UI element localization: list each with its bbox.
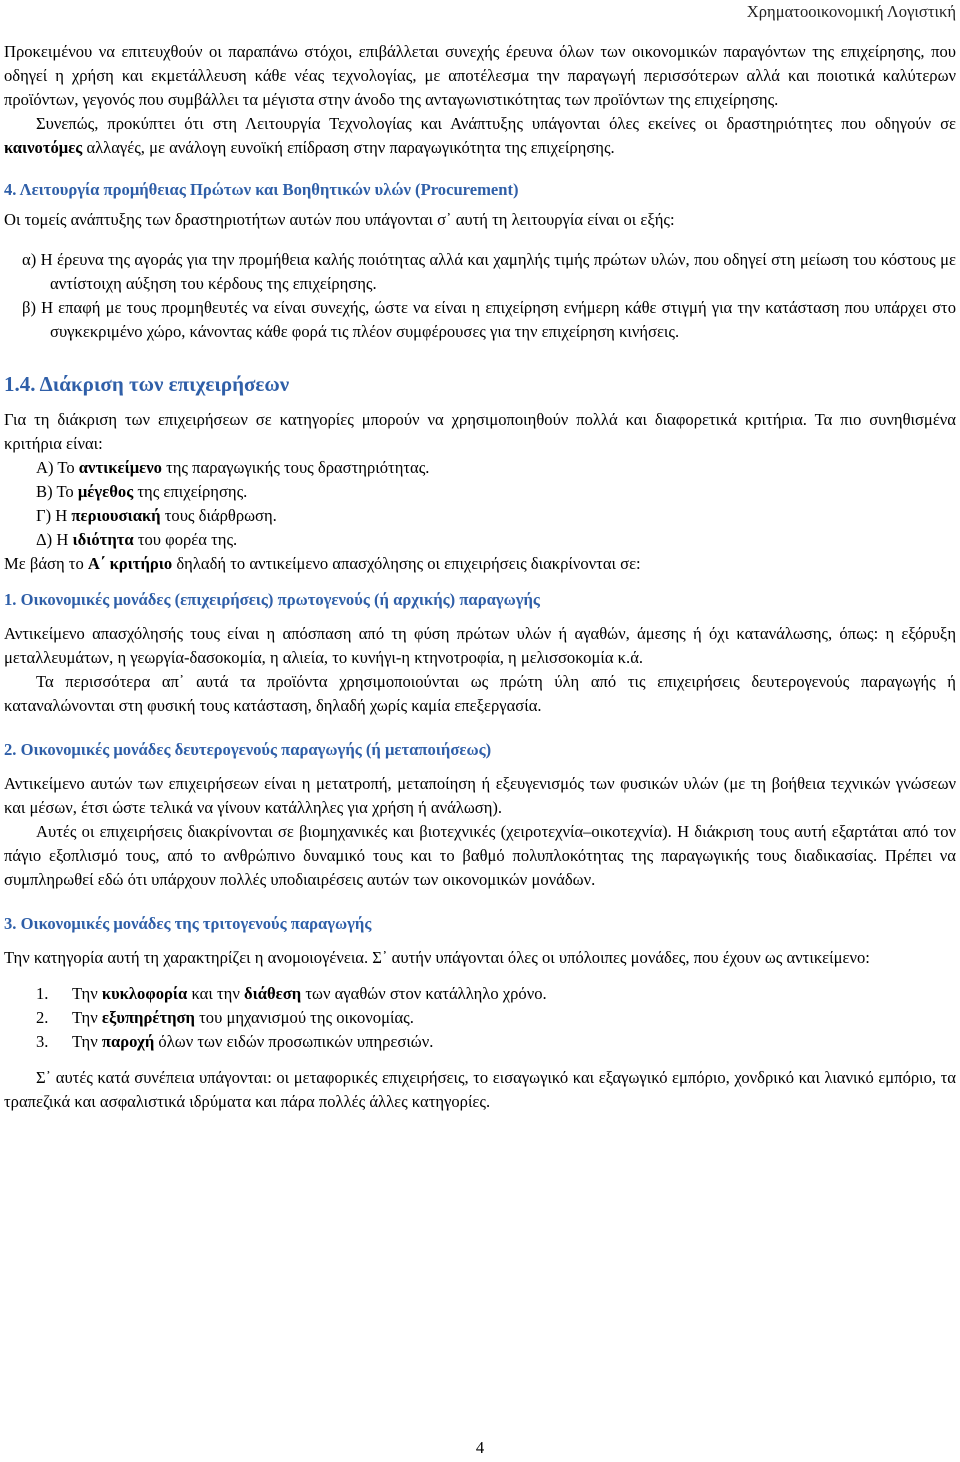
text-run: τους διάρθρωση.: [160, 506, 277, 525]
paragraph-secondary-2: Αυτές οι επιχειρήσεις διακρίνονται σε βιομηχανικές και βιοτεχνικές (χειροτεχνία–οικοτεχνία). Η διάκριση τους αυτή εξαρτάται από τον πάγιο εξοπλισμό τους, από το ανθρώπινο δυναμικό τους και το βαθμό πολυπλοκότητας της παραγωγικής τους διαδικασίας. Πρέπει να συμπληρωθεί εδώ ότι υπάρχουν πολλές υποδιαιρέσεις αυτών των οικονομικών μονάδων.: [4, 822, 956, 889]
heading-secondary-production: 2. Οικονομικές μονάδες δευτερογενούς παραγωγής (ή μεταποιήσεως): [4, 740, 492, 759]
text-run: Β) Το: [36, 482, 78, 501]
text-run: αλλαγές, με ανάλογη ευνοϊκή επίδραση στην παραγωγικότητα της επιχείρησης.: [82, 138, 615, 157]
heading-tertiary-production: 3. Οικονομικές μονάδες της τριτογενούς παραγωγής: [4, 914, 372, 933]
heading-procurement: 4. Λειτουργία προμήθειας Πρώτων και Βοηθητικών υλών (Procurement): [4, 180, 519, 199]
bold-term: ιδιότητα: [72, 530, 134, 549]
text-run: και την: [187, 984, 244, 1003]
text-run: Γ) Η: [36, 506, 72, 525]
criterion-c: [4, 504, 956, 528]
list-item-a: α) Η έρευνα της αγοράς για την προμήθεια καλής ποιότητας αλλά και χαμηλής τιμής πρώτων υλών, που οδηγεί στη μείωση του κόστους με αντίστοιχη αύξηση του κέρδους της επιχείρησης.: [22, 250, 956, 293]
criterion-b: [4, 480, 956, 504]
paragraph-secondary-1: Αντικείμενο αυτών των επιχειρήσεων είναι η μετατροπή, μεταποίηση ή εξευγενισμός των φυσικών υλών (με τη βοήθεια τεχνικών γνώσεων και μέσων, έτσι ώστε τελικά να γίνουν κατάλληλες για χρήση ή ανάλωση).: [4, 774, 956, 817]
paragraph-classification-intro: Για τη διάκριση των επιχειρήσεων σε κατηγορίες μπορούν να χρησιμοποιηθούν πολλά και διαφορετικά κριτήρια. Τα πιο συνηθισμένα κριτήρια είναι:: [4, 410, 956, 453]
page-number: 4: [475, 1438, 485, 1457]
text-run: Την: [72, 1032, 102, 1051]
text-run: Δ) Η: [36, 530, 73, 549]
bold-term: μέγεθος: [77, 482, 134, 501]
list-text: [72, 1030, 433, 1054]
bold-term: παροχή: [101, 1032, 155, 1051]
list-text: [72, 1006, 414, 1030]
paragraph-intro: Προκειμένου να επιτευχθούν οι παραπάνω στόχοι, επιβάλλεται συνεχής έρευνα όλων των οικονομικών παραγόντων της επιχείρησης, που οδηγεί η χρήση και εκμετάλλευση κάθε νέας τεχνολογίας, με αποτέλεσμα την παραγωγή περισσότερων αλλά και ποιοτικά καλύτερων προϊόντων, γεγονός που συμβάλλει τα μέγιστα στην άνοδο της ανταγωνιστικότητας των προϊόντων της επιχείρησης.: [4, 42, 956, 109]
text-run: της επιχείρησης.: [133, 482, 248, 501]
heading-business-classification: 1.4. Διάκριση των επιχειρήσεων: [4, 372, 290, 396]
list-number: 3.: [36, 1032, 49, 1051]
paragraph-tertiary-1: Την κατηγορία αυτή τη χαρακτηρίζει η ανομοιογένεια. Σ᾽ αυτήν υπάγονται όλες οι υπόλοιπες μονάδες, που έχουν ως αντικείμενο:: [4, 948, 870, 967]
bold-term: εξυπηρέτηση: [101, 1008, 195, 1027]
text-run: Την: [72, 1008, 102, 1027]
page-content: [4, 40, 956, 1114]
running-header: Χρηματοοικονομική Λογιστική: [746, 2, 956, 21]
criterion-a: [4, 456, 956, 480]
tertiary-list: [4, 982, 956, 1054]
paragraph-criterion-basis: [4, 552, 956, 576]
text-run: Α) Το: [36, 458, 79, 477]
text-run: Συνεπώς, προκύπτει ότι στη Λειτουργία Τεχνολογίας και Ανάπτυξης υπάγονται όλες εκείνες οι δραστηριότητες που οδηγούν σε: [36, 114, 956, 133]
text-run: της παραγωγικής τους δραστηριότητας.: [161, 458, 430, 477]
bold-term: καινοτόμες: [4, 138, 83, 157]
bold-term: διάθεση: [243, 984, 302, 1003]
heading-primary-production: 1. Οικονομικές μονάδες (επιχειρήσεις) πρωτογενούς (ή αρχικής) παραγωγής: [4, 590, 540, 609]
paragraph-procurement-intro: Οι τομείς ανάπτυξης των δραστηριοτήτων αυτών που υπάγονται σ᾽ αυτή τη λειτουργία είναι οι εξής:: [4, 210, 675, 229]
list-text: [72, 982, 547, 1006]
paragraph-technology: [4, 112, 956, 160]
list-number: 1.: [36, 984, 49, 1003]
bold-term: κυκλοφορία: [101, 984, 188, 1003]
list-item: [4, 1006, 956, 1030]
list-item: [4, 982, 956, 1006]
bold-term: περιουσιακή: [71, 506, 161, 525]
list-item: [4, 1030, 956, 1054]
text-run: του μηχανισμού της οικονομίας.: [194, 1008, 414, 1027]
paragraph-primary-1: Αντικείμενο απασχόλησής τους είναι η απόσπαση από τη φύση πρώτων υλών ή αγαθών, άμεσης ή όχι κατανάλωσης, όπως: η εξόρυξη μεταλλευμάτων, η γεωργία-δασοκομία, η αλιεία, το κυνήγι-η κτηνοτροφία, η μελισσοκομία κ.ά.: [4, 624, 956, 667]
criterion-d: [4, 528, 956, 552]
text-run: Με βάση το: [4, 554, 88, 573]
text-run: όλων των ειδών προσωπικών υπηρεσιών.: [154, 1032, 434, 1051]
bold-term: αντικείμενο: [78, 458, 162, 477]
list-item-b: β) Η επαφή με τους προμηθευτές να είναι συνεχής, ώστε να είναι η επιχείρηση ενήμερη κάθε στιγμή για την κατάσταση που υπάρχει στο συγκεκριμένο χώρο, κάνοντας κάθε φορά τις πλέον συμφέρουσες για την επιχείρηση κινήσεις.: [22, 298, 956, 341]
text-run: των αγαθών στον κατάλληλο χρόνο.: [301, 984, 547, 1003]
text-run: Την: [72, 984, 102, 1003]
paragraph-primary-2: Τα περισσότερα απ᾽ αυτά τα προϊόντα χρησιμοποιούνται ως πρώτη ύλη από τις επιχειρήσεις δευτερογενούς παραγωγής ή καταναλώνονται στη φυσική τους κατάσταση, δηλαδή χωρίς καμία επεξεργασία.: [4, 672, 956, 715]
list-number: 2.: [36, 1008, 49, 1027]
bold-term: Α΄ κριτήριο: [87, 554, 173, 573]
paragraph-tertiary-2: Σ᾽ αυτές κατά συνέπεια υπάγονται: οι μεταφορικές επιχειρήσεις, το εισαγωγικό και εξαγωγικό εμπόριο, χονδρικό και λιανικό εμπόριο, τα τραπεζικά και ασφαλιστικά ιδρύματα και πάρα πολλές άλλες κατηγορίες.: [4, 1068, 956, 1111]
text-run: δηλαδή το αντικείμενο απασχόλησης οι επιχειρήσεις διακρίνονται σε:: [172, 554, 641, 573]
text-run: του φορέα της.: [133, 530, 238, 549]
